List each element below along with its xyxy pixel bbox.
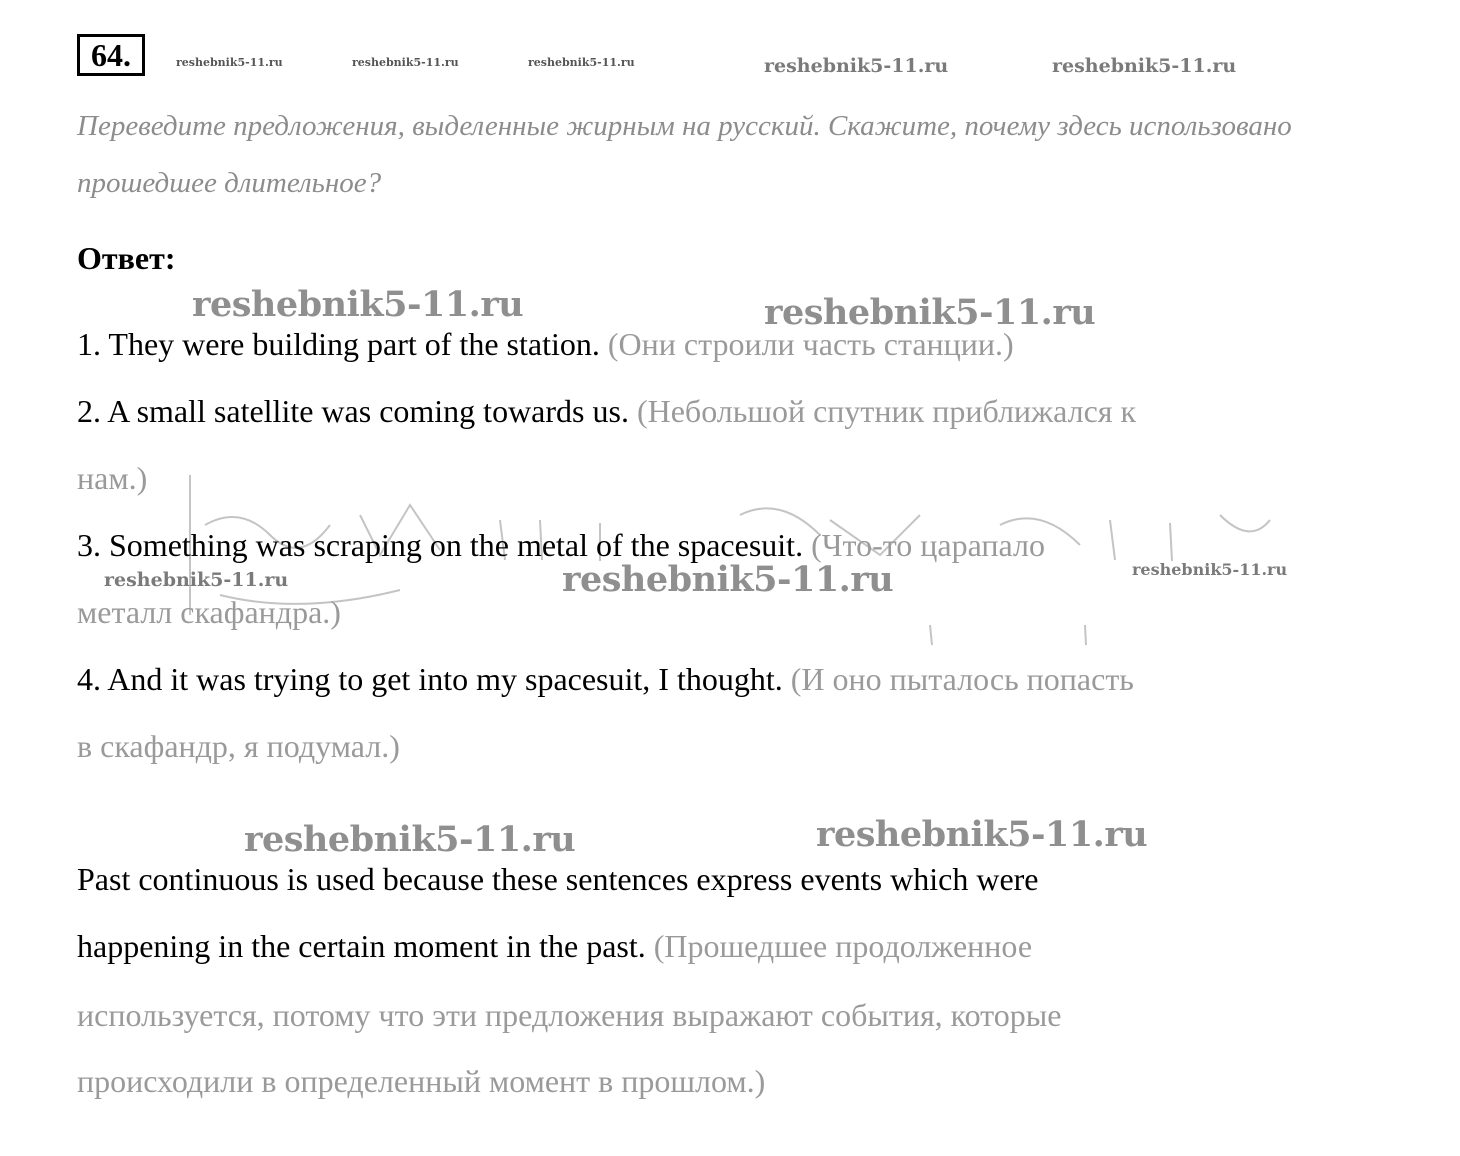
watermark: reshebnik5-11.ru (1132, 560, 1288, 579)
watermark: reshebnik5-11.ru (764, 55, 949, 77)
explanation-line-2 (77, 924, 1032, 968)
watermark: reshebnik5-11.ru (764, 292, 1096, 333)
explanation-line-1: Past continuous is used because these sentences express events which were (77, 861, 1039, 897)
answer-item-4-russian-cont: в скафандр, я подумал.) (77, 728, 400, 764)
explanation-english-end: happening in the certain moment in the past. (77, 928, 646, 964)
task-number-box: 64. (77, 34, 145, 76)
answer-item-3 (77, 523, 1045, 567)
answer-item-2-russian: (Небольшой спутник приближался к (636, 393, 1137, 429)
answer-item-2-russian-cont: нам.) (77, 460, 148, 496)
watermark: reshebnik5-11.ru (1052, 55, 1237, 77)
answer-item-1-russian: (Они строили часть станции.) (607, 326, 1014, 362)
answer-item-1-english: 1. They were building part of the station. (77, 326, 600, 362)
answer-heading: Ответ: (77, 240, 176, 276)
answer-item-4-russian: (И оно пыталось попасть (790, 661, 1134, 697)
watermark: reshebnik5-11.ru (562, 559, 894, 600)
watermark: reshebnik5-11.ru (528, 56, 635, 69)
explanation-russian-start: (Прошедшее продолженное (653, 928, 1033, 964)
answer-item-2 (77, 389, 1136, 433)
task-instruction: Переведите предложения, выделенные жирным на русский. Скажите, почему здесь использовано прошедшее длительное? (77, 110, 1292, 199)
answer-item-3-russian-cont: металл скафандра.) (77, 594, 341, 630)
watermark: reshebnik5-11.ru (352, 56, 459, 69)
answer-item-3-russian: (Что-то царапало (811, 527, 1045, 563)
watermark: reshebnik5-11.ru (816, 814, 1148, 855)
watermark: reshebnik5-11.ru (244, 819, 576, 860)
explanation-line-4: происходили в определенный момент в прошлом.) (77, 1063, 766, 1099)
answer-item-2-english: 2. A small satellite was coming towards us. (77, 393, 629, 429)
watermark: reshebnik5-11.ru (104, 569, 289, 591)
explanation-line-3: используется, потому что эти предложения выражают события, которые (77, 997, 1062, 1033)
answer-item-1 (77, 322, 1014, 366)
watermark: reshebnik5-11.ru (176, 56, 283, 69)
answer-item-3-english: 3. Something was scraping on the metal of the spacesuit. (77, 527, 804, 563)
watermark: reshebnik5-11.ru (192, 284, 524, 325)
answer-item-4 (77, 657, 1134, 701)
answer-item-4-english: 4. And it was trying to get into my spacesuit, I thought. (77, 661, 783, 697)
